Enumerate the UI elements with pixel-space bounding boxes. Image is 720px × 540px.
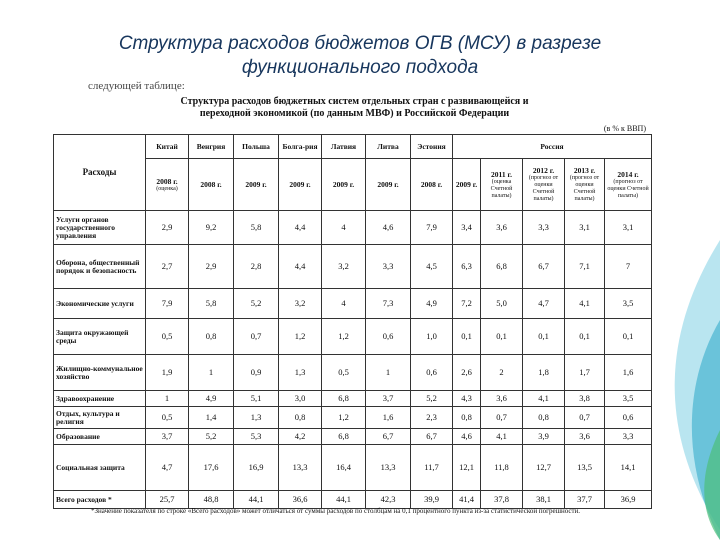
country-header: Болга-рия [279, 135, 322, 159]
table-cell: 4,7 [523, 289, 565, 319]
table-cell: 0,5 [146, 319, 189, 355]
year-header: 2012 г. (прогноз от оценки Счетной палаты) [523, 159, 565, 211]
table-cell: 3,6 [481, 211, 523, 245]
table-cell: 16,4 [322, 445, 366, 491]
table-cell: 5,2 [411, 391, 453, 407]
table-cell: 1 [366, 355, 411, 391]
table-cell: 0,8 [189, 319, 234, 355]
table-cell: 4,6 [366, 211, 411, 245]
table-cell: 5,2 [234, 289, 279, 319]
table-cell: 0,7 [234, 319, 279, 355]
table-cell: 37,7 [565, 491, 605, 509]
table-cell: 1,6 [366, 407, 411, 429]
table-cell: 1,2 [322, 319, 366, 355]
table-cell: 2,9 [189, 245, 234, 289]
scanned-table-image [53, 80, 656, 526]
table-cell: 7,1 [565, 245, 605, 289]
table-cell: 2,8 [234, 245, 279, 289]
row-label: Услуги органов государственного управления [54, 211, 146, 245]
table-cell: 1,2 [279, 319, 322, 355]
table-cell: 3,2 [322, 245, 366, 289]
table-cell: 1 [146, 391, 189, 407]
row-label: Экономические услуги [54, 289, 146, 319]
table-cell: 0,6 [411, 355, 453, 391]
table-row [54, 491, 652, 509]
table-cell: 0,6 [366, 319, 411, 355]
table-cell: 5,0 [481, 289, 523, 319]
table-cell: 5,8 [234, 211, 279, 245]
table-cell: 7,9 [411, 211, 453, 245]
table-cell: 2,3 [411, 407, 453, 429]
table-cell: 4,1 [481, 429, 523, 445]
table-row [54, 429, 652, 445]
table-cell: 1 [189, 355, 234, 391]
country-header: Венгрия [189, 135, 234, 159]
table-cell: 3,6 [481, 391, 523, 407]
table-row [54, 391, 652, 407]
table-cell: 14,1 [605, 445, 652, 491]
country-header: Китай [146, 135, 189, 159]
table-cell: 1,9 [146, 355, 189, 391]
table-caption [53, 96, 656, 120]
table-cell: 7,2 [453, 289, 481, 319]
year-header: 2009 г. [279, 159, 322, 211]
table-cell: 3,3 [366, 245, 411, 289]
russia-header: Россия [453, 135, 652, 159]
cut-off-text: следующей таблице: [88, 80, 185, 92]
table-cell: 4,1 [565, 289, 605, 319]
table-row [54, 245, 652, 289]
table-cell: 7 [605, 245, 652, 289]
table-row [54, 289, 652, 319]
table-cell: 2,9 [146, 211, 189, 245]
table-cell: 3,7 [366, 391, 411, 407]
table-cell: 44,1 [234, 491, 279, 509]
row-label: Образование [54, 429, 146, 445]
slide-title-line-2: функционального подхода [241, 57, 479, 78]
row-label: Жилищно-коммунальное хозяйство [54, 355, 146, 391]
table-cell: 44,1 [322, 491, 366, 509]
table-cell: 6,7 [366, 429, 411, 445]
table-cell: 0,1 [565, 319, 605, 355]
table-cell: 2,7 [146, 245, 189, 289]
table-cell: 1,0 [411, 319, 453, 355]
slide-title-line-1: Структура расходов бюджетов ОГВ (МСУ) в разрезе [118, 33, 602, 54]
table-body [54, 211, 652, 509]
table-cell: 5,3 [234, 429, 279, 445]
table-cell: 0,7 [481, 407, 523, 429]
table-row [54, 445, 652, 491]
table-cell: 3,5 [605, 289, 652, 319]
table-cell: 12,1 [453, 445, 481, 491]
table-cell: 48,8 [189, 491, 234, 509]
table-cell: 4 [322, 289, 366, 319]
country-header-row [54, 135, 652, 159]
table-cell: 4,3 [453, 391, 481, 407]
year-header: 2014 г. (прогноз от оценки Счетной палаты) [605, 159, 652, 211]
year-header: 2013 г. (прогноз от оценки Счетной палаты) [565, 159, 605, 211]
table-cell: 42,3 [366, 491, 411, 509]
table-cell: 5,8 [189, 289, 234, 319]
table-cell: 6,8 [481, 245, 523, 289]
year-header: 2008 г. [411, 159, 453, 211]
table-cell: 3,0 [279, 391, 322, 407]
table-cell: 38,1 [523, 491, 565, 509]
table-row [54, 355, 652, 391]
table-cell: 25,7 [146, 491, 189, 509]
table-cell: 3,6 [565, 429, 605, 445]
table-cell: 1,2 [322, 407, 366, 429]
table-cell: 4,5 [411, 245, 453, 289]
year-header: 2009 г. [366, 159, 411, 211]
row-label: Всего расходов * [54, 491, 146, 509]
footnote: *Значение показателя по строке «Всего расходов» может отличаться от суммы расходов по столбцам на 0,1 процентного пункта из-за статистической погрешности. [91, 507, 581, 515]
table-cell: 6,3 [453, 245, 481, 289]
year-header: 2011 г. (оценка Счетной палаты) [481, 159, 523, 211]
table-cell: 1,8 [523, 355, 565, 391]
table-cell: 0,9 [234, 355, 279, 391]
row-label: Оборона, общественный порядок и безопасность [54, 245, 146, 289]
slide-title [60, 32, 660, 80]
table-cell: 2 [481, 355, 523, 391]
year-header: 2009 г. [322, 159, 366, 211]
table-cell: 0,1 [453, 319, 481, 355]
table-cell: 0,6 [605, 407, 652, 429]
year-header: 2008 г. (оценка) [146, 159, 189, 211]
table-cell: 5,1 [234, 391, 279, 407]
table-cell: 0,8 [523, 407, 565, 429]
table-cell: 4,4 [279, 245, 322, 289]
table-cell: 1,6 [605, 355, 652, 391]
table-cell: 6,7 [411, 429, 453, 445]
table-cell: 13,3 [366, 445, 411, 491]
unit-label: (в % к ВВП) [603, 124, 646, 133]
row-label: Защита окружающей среды [54, 319, 146, 355]
table-cell: 37,8 [481, 491, 523, 509]
table-cell: 2,6 [453, 355, 481, 391]
table-cell: 17,6 [189, 445, 234, 491]
table-cell: 1,4 [189, 407, 234, 429]
table-row [54, 319, 652, 355]
table-cell: 4,2 [279, 429, 322, 445]
table-caption-line-1: Структура расходов бюджетных систем отдельных стран с развивающейся и [180, 96, 529, 107]
table-cell: 0,7 [565, 407, 605, 429]
table-cell: 6,7 [523, 245, 565, 289]
table-cell: 3,4 [453, 211, 481, 245]
table-cell: 41,4 [453, 491, 481, 509]
table-caption-line-2: переходной экономикой (по данным МВФ) и Российской Федерации [199, 108, 510, 119]
row-label: Здравоохранение [54, 391, 146, 407]
table-cell: 0,8 [453, 407, 481, 429]
table-cell: 5,2 [189, 429, 234, 445]
country-header: Литва [366, 135, 411, 159]
table-cell: 3,8 [565, 391, 605, 407]
table-cell: 4,9 [189, 391, 234, 407]
table-cell: 3,1 [565, 211, 605, 245]
table-cell: 4,4 [279, 211, 322, 245]
table-cell: 0,1 [481, 319, 523, 355]
table-cell: 11,8 [481, 445, 523, 491]
year-header: 2008 г. [189, 159, 234, 211]
table-cell: 1,3 [279, 355, 322, 391]
table-cell: 0,1 [523, 319, 565, 355]
year-header: 2009 г. [234, 159, 279, 211]
year-header: 2009 г. [453, 159, 481, 211]
table-cell: 6,8 [322, 391, 366, 407]
table-cell: 4,9 [411, 289, 453, 319]
table-cell: 3,1 [605, 211, 652, 245]
table-cell: 39,9 [411, 491, 453, 509]
table-cell: 16,9 [234, 445, 279, 491]
table-cell: 36,6 [279, 491, 322, 509]
table-cell: 0,5 [146, 407, 189, 429]
country-header: Польша [234, 135, 279, 159]
country-header: Эстония [411, 135, 453, 159]
table-cell: 0,8 [279, 407, 322, 429]
table-cell: 36,9 [605, 491, 652, 509]
table-cell: 0,1 [605, 319, 652, 355]
table-row [54, 407, 652, 429]
table-cell: 4 [322, 211, 366, 245]
table-cell: 4,1 [523, 391, 565, 407]
table-cell: 4,6 [453, 429, 481, 445]
table-cell: 7,3 [366, 289, 411, 319]
table-cell: 13,5 [565, 445, 605, 491]
row-label: Отдых, культура и религия [54, 407, 146, 429]
table-cell: 12,7 [523, 445, 565, 491]
table-cell: 3,3 [605, 429, 652, 445]
table-cell: 1,3 [234, 407, 279, 429]
table-cell: 4,7 [146, 445, 189, 491]
table-cell: 7,9 [146, 289, 189, 319]
table-cell: 11,7 [411, 445, 453, 491]
table-cell: 3,7 [146, 429, 189, 445]
table-cell: 6,8 [322, 429, 366, 445]
table-row [54, 211, 652, 245]
country-header: Латвия [322, 135, 366, 159]
row-label: Социальная защита [54, 445, 146, 491]
table-cell: 3,9 [523, 429, 565, 445]
budget-structure-table [53, 134, 652, 509]
table-cell: 13,3 [279, 445, 322, 491]
table-cell: 3,5 [605, 391, 652, 407]
row-header: Расходы [54, 135, 146, 211]
table-cell: 1,7 [565, 355, 605, 391]
table-cell: 3,3 [523, 211, 565, 245]
table-cell: 9,2 [189, 211, 234, 245]
table-cell: 0,5 [322, 355, 366, 391]
table-cell: 3,2 [279, 289, 322, 319]
